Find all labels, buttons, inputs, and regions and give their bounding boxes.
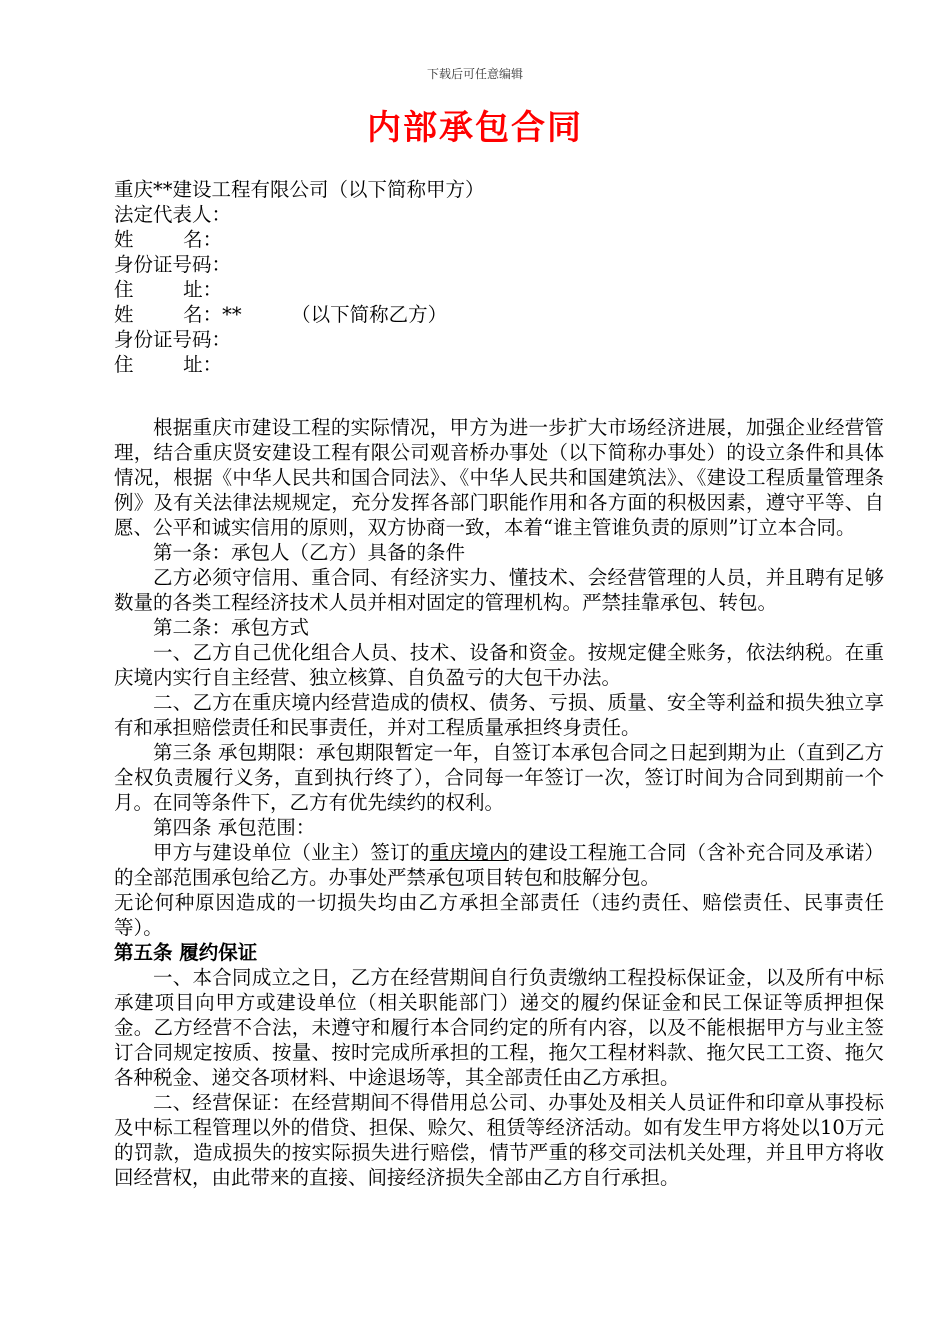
article-2-item-1: 一、乙方自己优化组合人员、技术、设备和资金。按规定健全账务，依法纳税。在重庆境内实行自主经营、独立核算、自负盈亏的大包干办法。: [114, 641, 884, 689]
article-4-underlined-region: 重庆境内: [429, 841, 509, 864]
legal-representative-field: 法定代表人：: [114, 203, 232, 226]
article-4-text-post: 的建设工程施工合同（含补充合同及承诺）的全部范围承包给乙方。办事处严禁承包项目转包和肢解分包。: [114, 841, 884, 889]
party-b-address-field: 住 址：: [114, 353, 223, 376]
party-b-name-field: 姓 名：** （以下简称乙方）: [114, 303, 448, 326]
article-4-text: [114, 840, 884, 890]
header-note: 下载后可任意编辑: [426, 67, 523, 81]
article-1-text: 乙方必须守信用、重合同、有经济实力、懂技术、会经营管理的人员，并且聘有足够数量的各类工程经济技术人员并相对固定的管理机构。严禁挂靠承包、转包。: [114, 566, 884, 614]
party-a-name-field: 姓 名：: [114, 228, 223, 251]
document-title: 内部承包合同: [367, 108, 583, 148]
article-5-item-2: 二、经营保证：在经营期间不得借用总公司、办事处及相关人员证件和印章从事投标及中标工程管理以外的借贷、担保、赊欠、租赁等经济活动。如有发生甲方将处以10万元的罚款，造成损失的按实际损失进行赔偿，情节严重的移交司法机关处理，并且甲方将收回经营权，由此带来的直接、间接经济损失全部由乙方自行承担。: [114, 1091, 884, 1189]
parties-block: [114, 177, 884, 377]
contract-body: [114, 177, 884, 1190]
article-5-heading: 第五条 履约保证: [114, 941, 258, 964]
article-4-heading: 第四条 承包范围：: [153, 816, 316, 839]
article-2-item-2: 二、乙方在重庆境内经营造成的债权、债务、亏损、质量、安全等利益和损失独立享有和承担赔偿责任和民事责任，并对工程质量承担终身责任。: [114, 691, 884, 739]
article-3-text: 第三条 承包期限：承包期限暂定一年，自签订本承包合同之日起到期为止（直到乙方全权负责履行义务，直到执行终了），合同每一年签订一次，签订时间为合同到期前一个月。在同等条件下，乙方有优先续约的权利。: [114, 741, 884, 814]
party-a-id-field: 身份证号码：: [114, 253, 232, 276]
party-a-address-field: 住 址：: [114, 278, 223, 301]
article-4-text-pre: 甲方与建设单位（业主）签订的: [153, 841, 430, 864]
article-1-heading: 第一条：承包人（乙方）具备的条件: [153, 541, 466, 564]
article-5-item-1: 一、本合同成立之日，乙方在经营期间自行负责缴纳工程投标保证金，以及所有中标承建项目向甲方或建设单位（相关职能部门）递交的履约保证金和民工保证等质押担保金。乙方经营不合法，未遵守和履行本合同约定的所有内容，以及不能根据甲方与业主签订合同规定按质、按量、按时完成所承担的工程，拖欠工程材料款、拖欠民工工资、拖欠各种税金、递交各项材料、中途退场等，其全部责任由乙方承担。: [114, 966, 884, 1089]
party-b-id-field: 身份证号码：: [114, 328, 232, 351]
article-2-heading: 第二条：承包方式: [153, 616, 310, 639]
spacer: [114, 377, 884, 415]
article-4-liability-text: 无论何种原因造成的一切损失均由乙方承担全部责任（违约责任、赔偿责任、民事责任等）。: [114, 891, 884, 939]
preamble-paragraph: 根据重庆市建设工程的实际情况，甲方为进一步扩大市场经济进展，加强企业经营管理，结合重庆贤安建设工程有限公司观音桥办事处（以下简称办事处）的设立条件和具体情况，根据《中华人民共和国合同法》、《中华人民共和国建筑法》、《建设工程质量管理条例》及有关法律法规规定，充分发挥各部门职能作用和各方面的积极因素，遵守平等、自愿、公平和诚实信用的原则，双方协商一致，本着“谁主管谁负责的原则”订立本合同。: [114, 416, 884, 539]
party-a-company: 重庆**建设工程有限公司（以下简称甲方）: [114, 178, 485, 201]
